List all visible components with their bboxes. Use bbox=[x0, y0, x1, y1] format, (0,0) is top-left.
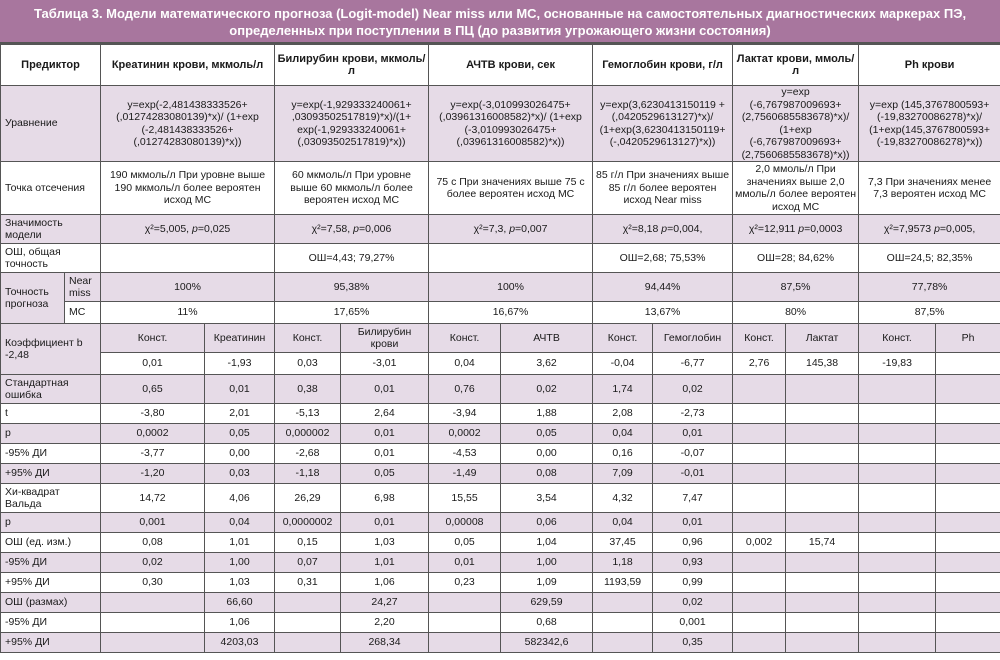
header-column: АЧТВ крови, сек bbox=[429, 45, 593, 86]
stat-cell: 0,05 bbox=[501, 424, 593, 444]
stat-cell: 26,29 bbox=[275, 484, 341, 513]
stat-cell: 0,01 bbox=[341, 444, 429, 464]
stat-cell: 0,08 bbox=[101, 533, 205, 553]
stat-cell bbox=[101, 593, 205, 613]
stat-cell: 0,001 bbox=[101, 513, 205, 533]
stat-cell bbox=[429, 613, 501, 633]
stat-cell: 0,02 bbox=[653, 593, 733, 613]
header-predictor: Предиктор bbox=[1, 45, 101, 86]
stat-cell bbox=[936, 533, 1000, 553]
stat-cell bbox=[786, 573, 859, 593]
coefficient-value: -1,93 bbox=[205, 353, 275, 375]
stat-cell: 0,00 bbox=[205, 444, 275, 464]
stat-cell: 629,59 bbox=[501, 593, 593, 613]
equation-cell: y=exp(-3,010993026475+ (,03961316008582)*x)/ (1+exp (-3,010993026475+ (,03961316008582)*x)) bbox=[429, 86, 593, 162]
stat-cell: 1,06 bbox=[205, 613, 275, 633]
row-label: -95% ДИ bbox=[1, 553, 101, 573]
or-total-cell: ОШ=4,43; 79,27% bbox=[275, 244, 429, 273]
stat-cell bbox=[859, 404, 936, 424]
stat-cell: 0,01 bbox=[341, 424, 429, 444]
stat-row bbox=[1, 464, 1000, 484]
stat-cell: 1,03 bbox=[341, 533, 429, 553]
stat-cell bbox=[859, 573, 936, 593]
stat-row bbox=[1, 613, 1000, 633]
stat-cell: 0,05 bbox=[341, 464, 429, 484]
stat-cell: 0,05 bbox=[429, 533, 501, 553]
or-total-cell: ОШ=2,68; 75,53% bbox=[593, 244, 733, 273]
accuracy-cell: 94,44% bbox=[593, 273, 733, 302]
chi-square-value: χ²=7,58, bbox=[311, 222, 354, 235]
row-label: Коэффициент b -2,48 bbox=[1, 324, 101, 375]
stat-cell bbox=[936, 633, 1000, 653]
or-total-row bbox=[1, 244, 1000, 273]
equation-cell: y=exp(3,6230413150119 +(,0420529613127)*x)/ (1+exp(3,6230413150119+ (-,0420529613127)*x)) bbox=[593, 86, 733, 162]
or-total-cell bbox=[101, 244, 275, 273]
row-label: Точность прогноза bbox=[1, 273, 65, 324]
stat-cell bbox=[733, 553, 786, 573]
coefficient-head: Лактат bbox=[786, 324, 859, 353]
stat-row bbox=[1, 424, 1000, 444]
significance-cell bbox=[859, 215, 1000, 244]
stat-cell: 0,23 bbox=[429, 573, 501, 593]
stat-cell bbox=[733, 444, 786, 464]
logit-model-table bbox=[0, 44, 1000, 653]
stat-cell: 0,01 bbox=[341, 513, 429, 533]
coefficient-value: 0,03 bbox=[275, 353, 341, 375]
stat-cell bbox=[859, 484, 936, 513]
stat-cell: 0,00 bbox=[501, 444, 593, 464]
accuracy-cell: 77,78% bbox=[859, 273, 1000, 302]
stat-cell: -1,20 bbox=[101, 464, 205, 484]
stat-cell bbox=[733, 633, 786, 653]
stat-cell: 0,01 bbox=[653, 513, 733, 533]
p-symbol: p bbox=[353, 222, 359, 235]
stat-cell: 0,002 bbox=[733, 533, 786, 553]
sub-label: МС bbox=[65, 302, 101, 324]
stat-cell: -0,01 bbox=[653, 464, 733, 484]
stat-cell bbox=[936, 464, 1000, 484]
header-column: Лактат крови, ммоль/л bbox=[733, 45, 859, 86]
stat-cell bbox=[593, 613, 653, 633]
stat-cell: -0,07 bbox=[653, 444, 733, 464]
stat-cell bbox=[101, 613, 205, 633]
stat-cell bbox=[936, 613, 1000, 633]
cutoff-cell: 60 мкмоль/л При уровне выше 60 мкмоль/л более вероятен исход МС bbox=[275, 162, 429, 215]
accuracy-cell: 16,67% bbox=[429, 302, 593, 324]
stat-row bbox=[1, 633, 1000, 653]
header-column: Ph крови bbox=[859, 45, 1000, 86]
stat-cell: 0,76 bbox=[429, 375, 501, 404]
stat-cell: -2,73 bbox=[653, 404, 733, 424]
chi-square-value: χ²=8,18 bbox=[622, 222, 662, 235]
stat-cell: 1,09 bbox=[501, 573, 593, 593]
stat-row bbox=[1, 573, 1000, 593]
chi-square-value: χ²=7,9573 bbox=[883, 222, 935, 235]
stat-cell: 2,01 bbox=[205, 404, 275, 424]
stat-row bbox=[1, 444, 1000, 464]
coefficient-head: Конст. bbox=[275, 324, 341, 353]
stat-cell bbox=[275, 593, 341, 613]
chi-square-value: χ²=7,3, bbox=[473, 222, 510, 235]
row-label: p bbox=[1, 424, 101, 444]
stat-cell: 0,30 bbox=[101, 573, 205, 593]
stat-row bbox=[1, 553, 1000, 573]
coefficient-head: Конст. bbox=[429, 324, 501, 353]
stat-cell: 0,02 bbox=[101, 553, 205, 573]
stat-cell: 1193,59 bbox=[593, 573, 653, 593]
significance-cell bbox=[275, 215, 429, 244]
stat-cell: 268,34 bbox=[341, 633, 429, 653]
stat-cell: 1,03 bbox=[205, 573, 275, 593]
stat-row bbox=[1, 593, 1000, 613]
stat-cell bbox=[859, 633, 936, 653]
cutoff-cell: 2,0 ммоль/л При значениях выше 2,0 ммоль/л более вероятен исход МС bbox=[733, 162, 859, 215]
stat-cell: -5,13 bbox=[275, 404, 341, 424]
cutoff-cell: 7,3 При значениях менее 7,3 вероятен исход МС bbox=[859, 162, 1000, 215]
stat-cell bbox=[936, 375, 1000, 404]
stat-cell bbox=[733, 424, 786, 444]
stat-cell bbox=[859, 513, 936, 533]
stat-cell bbox=[733, 573, 786, 593]
accuracy-cell: 13,67% bbox=[593, 302, 733, 324]
coefficient-head: Конст. bbox=[101, 324, 205, 353]
coefficient-value-row bbox=[1, 353, 1000, 375]
coefficient-head: Конст. bbox=[593, 324, 653, 353]
accuracy-cell: 87,5% bbox=[859, 302, 1000, 324]
p-value: =0,005, bbox=[939, 222, 976, 235]
stat-cell: 3,54 bbox=[501, 484, 593, 513]
stat-cell: 1,88 bbox=[501, 404, 593, 424]
accuracy-cell: 80% bbox=[733, 302, 859, 324]
row-label: Точка отсечения bbox=[1, 162, 101, 215]
row-label: ОШ, общая точность bbox=[1, 244, 101, 273]
stat-cell bbox=[936, 513, 1000, 533]
significance-cell bbox=[101, 215, 275, 244]
equation-cell: y=exp (-6,767987009693+ (2,7560685583678)*x)/ (1+exp (-6,767987009693+ (2,7560685583678)*x)) bbox=[733, 86, 859, 162]
p-symbol: p bbox=[798, 222, 805, 235]
stat-cell bbox=[859, 593, 936, 613]
stat-cell: 0,0002 bbox=[101, 424, 205, 444]
stat-cell bbox=[936, 404, 1000, 424]
row-label: -95% ДИ bbox=[1, 613, 101, 633]
stat-cell: 0,99 bbox=[653, 573, 733, 593]
stat-cell bbox=[733, 513, 786, 533]
row-label: Значимость модели bbox=[1, 215, 101, 244]
sub-label: Near miss bbox=[65, 273, 101, 302]
coefficient-head: Креатинин bbox=[205, 324, 275, 353]
stat-cell: 0,15 bbox=[275, 533, 341, 553]
stat-cell: 0,38 bbox=[275, 375, 341, 404]
p-symbol: p bbox=[661, 222, 668, 235]
stat-cell: 66,60 bbox=[205, 593, 275, 613]
stat-cell: 1,18 bbox=[593, 553, 653, 573]
coefficient-head: Конст. bbox=[733, 324, 786, 353]
stat-cell bbox=[786, 404, 859, 424]
stat-cell: 0,03 bbox=[205, 464, 275, 484]
stat-cell bbox=[786, 613, 859, 633]
stat-cell: 0,31 bbox=[275, 573, 341, 593]
stat-cell bbox=[733, 375, 786, 404]
stat-cell bbox=[429, 633, 501, 653]
stat-cell bbox=[786, 444, 859, 464]
stat-cell bbox=[786, 553, 859, 573]
stat-cell bbox=[936, 553, 1000, 573]
stat-cell bbox=[859, 613, 936, 633]
table-title: Таблица 3. Модели математического прогноза (Logit-model) Near miss или МС, основанные на самостоятельных диагностических маркерах ПЭ, определенных при поступлении в ПЦ (до развития угрожающего жизни состояния) bbox=[0, 0, 1000, 44]
stat-cell: -3,77 bbox=[101, 444, 205, 464]
coefficient-head: Билирубин крови bbox=[341, 324, 429, 353]
accuracy-cell: 11% bbox=[101, 302, 275, 324]
significance-cell bbox=[593, 215, 733, 244]
coefficient-value: -3,01 bbox=[341, 353, 429, 375]
stat-cell bbox=[275, 613, 341, 633]
stat-cell: 0,16 bbox=[593, 444, 653, 464]
stat-cell bbox=[733, 484, 786, 513]
stat-cell: 0,08 bbox=[501, 464, 593, 484]
stat-cell: 0,93 bbox=[653, 553, 733, 573]
stat-row bbox=[1, 375, 1000, 404]
significance-cell bbox=[429, 215, 593, 244]
stat-cell: 1,01 bbox=[341, 553, 429, 573]
stat-cell: 0,96 bbox=[653, 533, 733, 553]
coefficient-head: Ph bbox=[936, 324, 1000, 353]
accuracy-cell: 100% bbox=[101, 273, 275, 302]
cutoff-row bbox=[1, 162, 1000, 215]
header-column: Гемоглобин крови, г/л bbox=[593, 45, 733, 86]
stat-cell: 0,01 bbox=[341, 375, 429, 404]
row-label: -95% ДИ bbox=[1, 444, 101, 464]
p-value: =0,006 bbox=[358, 222, 392, 235]
stat-cell: 15,74 bbox=[786, 533, 859, 553]
coefficient-head: АЧТВ bbox=[501, 324, 593, 353]
stat-cell: -1,49 bbox=[429, 464, 501, 484]
stat-cell: 1,06 bbox=[341, 573, 429, 593]
p-value: =0,0003 bbox=[804, 222, 843, 235]
stat-cell: 14,72 bbox=[101, 484, 205, 513]
stat-cell bbox=[275, 633, 341, 653]
coefficient-value: 3,62 bbox=[501, 353, 593, 375]
p-value: =0,004, bbox=[667, 222, 703, 235]
stat-cell: 2,64 bbox=[341, 404, 429, 424]
or-total-cell: ОШ=28; 84,62% bbox=[733, 244, 859, 273]
accuracy-cell: 87,5% bbox=[733, 273, 859, 302]
stat-cell bbox=[429, 593, 501, 613]
stat-cell: 0,0002 bbox=[429, 424, 501, 444]
cutoff-cell: 190 мкмоль/л При уровне выше 190 мкмоль/л более вероятен исход МС bbox=[101, 162, 275, 215]
row-label: ОШ (ед. изм.) bbox=[1, 533, 101, 553]
chi-square-value: χ²=12,911 bbox=[748, 222, 799, 235]
p-symbol: p bbox=[509, 222, 516, 235]
cutoff-cell: 85 г/л При значениях выше 85 г/л более вероятен исход Near miss bbox=[593, 162, 733, 215]
stat-cell: 1,04 bbox=[501, 533, 593, 553]
stat-cell bbox=[859, 533, 936, 553]
stat-cell bbox=[936, 573, 1000, 593]
stat-cell bbox=[593, 593, 653, 613]
stat-cell: 1,00 bbox=[501, 553, 593, 573]
stat-cell: 7,09 bbox=[593, 464, 653, 484]
stat-cell: 0,001 bbox=[653, 613, 733, 633]
stat-cell bbox=[936, 444, 1000, 464]
stat-cell: -3,94 bbox=[429, 404, 501, 424]
header-row bbox=[1, 45, 1000, 86]
stat-cell: -3,80 bbox=[101, 404, 205, 424]
stat-cell: 15,55 bbox=[429, 484, 501, 513]
coefficient-value bbox=[936, 353, 1000, 375]
coefficient-head: Гемоглобин bbox=[653, 324, 733, 353]
coefficient-head: Конст. bbox=[859, 324, 936, 353]
row-label: +95% ДИ bbox=[1, 573, 101, 593]
row-label: Стандартная ошибка bbox=[1, 375, 101, 404]
stat-cell: 0,0000002 bbox=[275, 513, 341, 533]
equation-cell: y=exp (145,3767800593+ (-19,83270086278)*x)/ (1+exp(145,3767800593+ (-19,83270086278)*x)) bbox=[859, 86, 1000, 162]
stat-cell: 0,06 bbox=[501, 513, 593, 533]
stat-cell bbox=[733, 464, 786, 484]
stat-cell: 0,000002 bbox=[275, 424, 341, 444]
stat-cell bbox=[936, 484, 1000, 513]
row-label: Уравнение bbox=[1, 86, 101, 162]
stat-cell bbox=[786, 424, 859, 444]
stat-cell: 4203,03 bbox=[205, 633, 275, 653]
or-total-cell: ОШ=24,5; 82,35% bbox=[859, 244, 1000, 273]
stat-cell: 1,74 bbox=[593, 375, 653, 404]
row-label: Хи-квадрат Вальда bbox=[1, 484, 101, 513]
stat-cell: 0,01 bbox=[429, 553, 501, 573]
p-symbol: p bbox=[934, 222, 940, 235]
significance-cell bbox=[733, 215, 859, 244]
stat-row bbox=[1, 513, 1000, 533]
stat-cell: 0,35 bbox=[653, 633, 733, 653]
equation-cell: y=exp(-2,481438333526+ (,01274283080139)*x)/ (1+exp (-2,481438333526+ (,01274283080139)*x)) bbox=[101, 86, 275, 162]
stat-cell: 0,02 bbox=[653, 375, 733, 404]
stat-cell: 2,20 bbox=[341, 613, 429, 633]
stat-cell bbox=[786, 633, 859, 653]
stat-row bbox=[1, 533, 1000, 553]
stat-row bbox=[1, 484, 1000, 513]
coefficient-value: -0,04 bbox=[593, 353, 653, 375]
stat-cell: 7,47 bbox=[653, 484, 733, 513]
stat-cell: -2,68 bbox=[275, 444, 341, 464]
coefficient-value: -6,77 bbox=[653, 353, 733, 375]
stat-cell: -1,18 bbox=[275, 464, 341, 484]
stat-cell: 582342,6 bbox=[501, 633, 593, 653]
row-label: ОШ (размах) bbox=[1, 593, 101, 613]
stat-cell bbox=[859, 375, 936, 404]
row-label: p bbox=[1, 513, 101, 533]
stat-cell: 0,00008 bbox=[429, 513, 501, 533]
stat-cell bbox=[936, 424, 1000, 444]
cutoff-cell: 75 с При значениях выше 75 с более вероятен исход МС bbox=[429, 162, 593, 215]
accuracy-near-miss-row bbox=[1, 273, 1000, 302]
stat-cell: 0,04 bbox=[593, 513, 653, 533]
stat-cell bbox=[733, 404, 786, 424]
significance-row bbox=[1, 215, 1000, 244]
stat-cell: 6,98 bbox=[341, 484, 429, 513]
stat-cell bbox=[786, 375, 859, 404]
stat-cell bbox=[786, 513, 859, 533]
stat-cell bbox=[786, 464, 859, 484]
accuracy-cell: 95,38% bbox=[275, 273, 429, 302]
coefficient-header-row bbox=[1, 324, 1000, 353]
stat-cell bbox=[859, 424, 936, 444]
coefficient-value: -19,83 bbox=[859, 353, 936, 375]
stat-cell bbox=[733, 593, 786, 613]
stat-cell bbox=[593, 633, 653, 653]
stat-cell bbox=[786, 484, 859, 513]
stat-cell bbox=[786, 593, 859, 613]
stat-cell: 4,32 bbox=[593, 484, 653, 513]
stat-cell: 0,01 bbox=[205, 375, 275, 404]
accuracy-cell: 17,65% bbox=[275, 302, 429, 324]
chi-square-value: χ²=5,005, bbox=[144, 222, 192, 235]
stat-cell: 37,45 bbox=[593, 533, 653, 553]
stat-row bbox=[1, 404, 1000, 424]
stat-cell bbox=[101, 633, 205, 653]
coefficient-value: 2,76 bbox=[733, 353, 786, 375]
stat-cell: -4,53 bbox=[429, 444, 501, 464]
stat-cell bbox=[936, 593, 1000, 613]
row-label: +95% ДИ bbox=[1, 633, 101, 653]
stat-cell: 0,68 bbox=[501, 613, 593, 633]
stat-cell: 1,00 bbox=[205, 553, 275, 573]
p-value: =0,007 bbox=[515, 222, 548, 235]
header-column: Билирубин крови, мкмоль/л bbox=[275, 45, 429, 86]
row-label: +95% ДИ bbox=[1, 464, 101, 484]
stat-cell: 0,02 bbox=[501, 375, 593, 404]
coefficient-value: 145,38 bbox=[786, 353, 859, 375]
p-value: =0,025 bbox=[197, 222, 231, 235]
stat-cell bbox=[733, 613, 786, 633]
stat-cell: 1,01 bbox=[205, 533, 275, 553]
stat-cell bbox=[859, 464, 936, 484]
coefficient-value: 0,01 bbox=[101, 353, 205, 375]
accuracy-mc-row bbox=[1, 302, 1000, 324]
stat-cell: 0,04 bbox=[205, 513, 275, 533]
stat-cell: 0,65 bbox=[101, 375, 205, 404]
row-label: t bbox=[1, 404, 101, 424]
stat-cell: 0,01 bbox=[653, 424, 733, 444]
header-column: Креатинин крови, мкмоль/л bbox=[101, 45, 275, 86]
accuracy-cell: 100% bbox=[429, 273, 593, 302]
stat-cell: 0,07 bbox=[275, 553, 341, 573]
stat-cell bbox=[859, 553, 936, 573]
coefficient-value: 0,04 bbox=[429, 353, 501, 375]
stat-cell: 0,04 bbox=[593, 424, 653, 444]
equation-cell: y=exp(-1,929333240061+ ,03093502517819)*x)/(1+ exp(-1,929333240061+ (,03093502517819)*x)) bbox=[275, 86, 429, 162]
stat-cell: 4,06 bbox=[205, 484, 275, 513]
stat-cell bbox=[859, 444, 936, 464]
stat-cell: 24,27 bbox=[341, 593, 429, 613]
stat-cell: 0,05 bbox=[205, 424, 275, 444]
p-symbol: p bbox=[192, 222, 198, 235]
stat-cell: 2,08 bbox=[593, 404, 653, 424]
or-total-cell bbox=[429, 244, 593, 273]
equation-row bbox=[1, 86, 1000, 162]
